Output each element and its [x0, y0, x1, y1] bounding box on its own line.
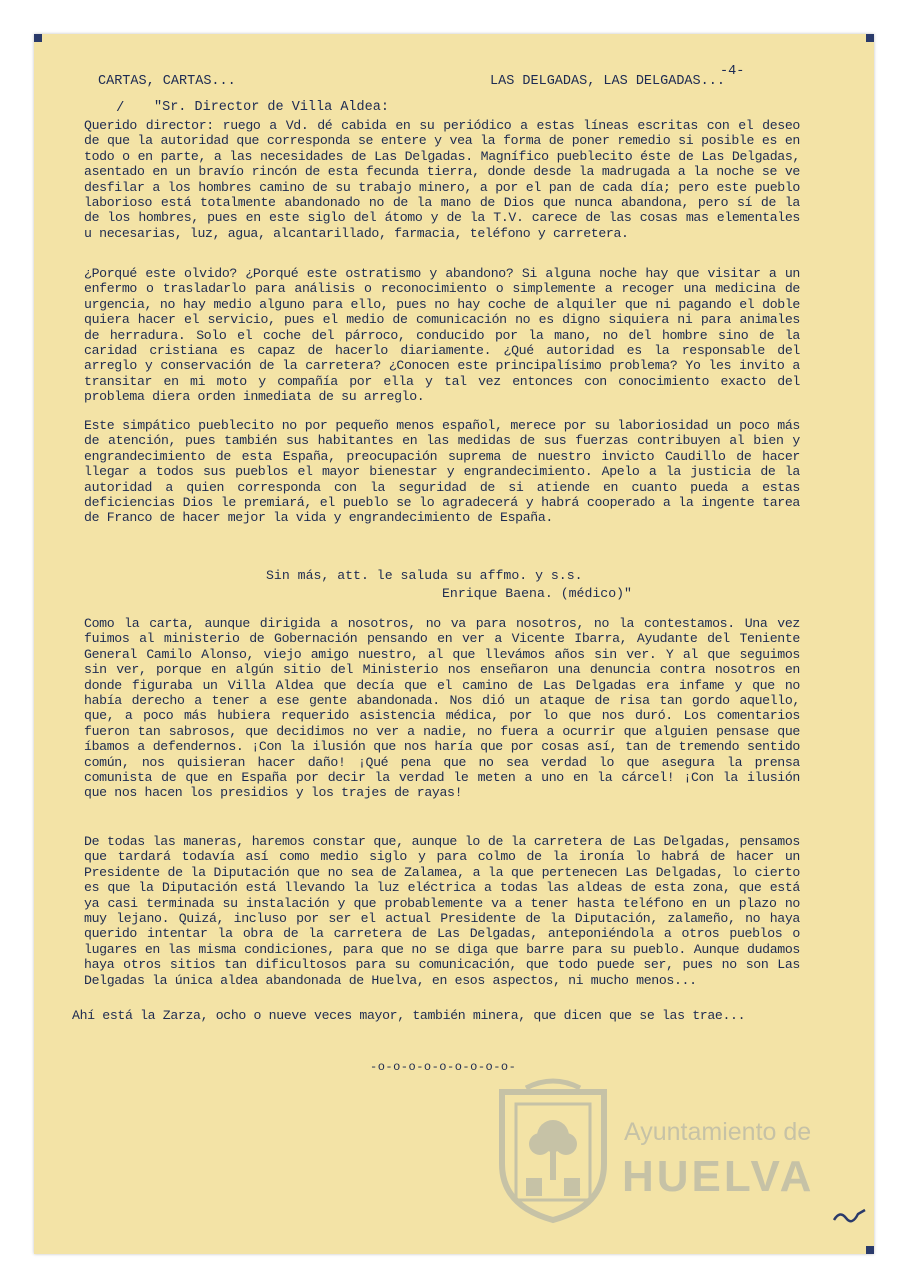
- commentary-paragraph: Ahí está la Zarza, ocho o nueve veces mayor, también minera, que dicen que se las trae...: [72, 1008, 746, 1023]
- huelva-shield-icon: [488, 1074, 618, 1224]
- header-right: LAS DELGADAS, LAS DELGADAS...: [490, 74, 725, 89]
- letter-signature: Enrique Baena. (médico)": [442, 586, 632, 601]
- commentary-paragraph: De todas las maneras, haremos constar que, aunque lo de la carretera de Las Delgadas, pensamos que tardará todavía así como medio siglo y para colmo de la ironía lo habrá de hacer un Presidente de la Diputación que no sea de Zalamea, a la que pertenecen Las Delgadas, lo cierto es que la Diputación está llevando la luz eléctrica a todas las aldeas de esta zona, que está ya casi terminada su instalación y que probablemente va a tener hasta teléfono en un plazo no muy lejano. Quizá, incluso por ser el actual Presidente de la Diputación, zalameño, no haya querido intentar la obra de la carretera de Las Delgadas, anteponiéndola a otros pueblos o lugares en las misma condiciones, para que no se diga que barre para su pueblo. Aunque dudamos haya otros sitios tan dificultosos para su comunicación, que todo puede ser, pues no son Las Delgadas la única aldea abandonada de Huelva, en esos aspectos, ni mucho menos...: [84, 834, 800, 988]
- document-page: [34, 34, 874, 1254]
- watermark-line2: HUELVA: [622, 1152, 815, 1201]
- letter-salutation: "Sr. Director de Villa Aldea:: [154, 100, 389, 115]
- watermark-line1: Ayuntamiento de: [624, 1118, 812, 1146]
- page-number: -4-: [720, 64, 745, 79]
- page-corner-mark: [34, 34, 42, 42]
- page-corner-mark: [866, 1246, 874, 1254]
- pen-mark: /: [116, 100, 125, 116]
- page-corner-mark: [866, 34, 874, 42]
- archive-watermark: [488, 1074, 868, 1224]
- letter-paragraph: Querido director: ruego a Vd. dé cabida en su periódico a estas líneas escritas con el deseo de que la autoridad que corresponda se entere y vea la forma de poner remedio si posible es en todo o en parte, a las necesidades de Las Delgadas. Magnífico pueblecito éste de Las Delgadas, asentado en un bravío rincón de esta fecunda tierra, donde desde la madrugada a la noche se ve desfilar a los hombres camino de su trabajo minero, a por el pan de cada día; pero este pueblo laborioso está totalmente abandonado no de la mano de Dios que nunca abandona, pero sí de la de los hombres, pues en este siglo del átomo y de la T.V. carece de las cosas mas elementales u necesarias, luz, agua, alcantarillado, farmacia, teléfono y carretera.: [84, 118, 800, 241]
- header-left: CARTAS, CARTAS...: [98, 74, 236, 89]
- letter-paragraph: Este simpático pueblecito no por pequeño menos español, merece por su laboriosidad un poco más de atención, pues también sus habitantes en las medidas de sus fuerzas contribuyen al bien y engrandecimiento de esta España, preocupación suprema de nuestro invicto Caudillo de hacer llegar a todos sus pueblos el mayor bienestar y engrandecimiento. Apelo a la justicia de la autoridad a quien corresponda con la seguridad de si atiende en cuanto pueda a estas deficiencias Dios le premiará, el pueblo se lo agradecerá y habrá cooperado a la ingente tarea de Franco de hacer mejor la vida y engrandecimiento de España.: [84, 418, 800, 526]
- commentary-paragraph: Como la carta, aunque dirigida a nosotros, no va para nosotros, no la contestamos. Una vez fuimos al ministerio de Gobernación pensando en ver a Vicente Ibarra, Ayudante del Teniente General Camilo Alonso, viejo amigo nuestro, al que llevámos años sin ver. Y al que seguimos sin ver, porque en algún sitio del Ministerio nos enseñaron una denuncia contra nosotros en donde figuraba un Villa Aldea que decía que el camino de Las Delgadas era infame y que no había derecho a tener a ese gente abandonada. Nos dió un ataque de risa tan gordo aquello, que, a poco más hubiera requerido asistencia médica, por lo que nos duró. Los comentarios fueron tan sabrosos, que decidimos no ver a nadie, no fuera a ocurrir que alguien pensase que íbamos a defendernos. ¡Con la ilusión que nos haría que por cosas así, tan de tremendo sentido común, nos quisieran hacer daño! ¡Qué pena que no sea verdad lo que asegura la prensa comunista de que en España por decir la verdad le meten a uno en la cárcel! ¡Con la ilusión que nos hacen los presidios y los trajes de rayas!: [84, 616, 800, 801]
- letter-closing: Sin más, att. le saluda su affmo. y s.s.: [266, 568, 583, 583]
- section-divider: -o-o-o-o-o-o-o-o-o-: [370, 1060, 517, 1074]
- letter-paragraph: ¿Porqué este olvido? ¿Porqué este ostratismo y abandono? Si alguna noche hay que visitar a un enfermo o trasladarlo para análisis o reconocimiento o simplemente a recoger una medicina de urgencia, no hay medio alguno para ello, pues no hay coche de alquiler que ni pagando el doble quiera hacer el servicio, pues el medio de comunicación no es digno siquiera ni para animales de herradura. Solo el coche del párroco, conducido por la mano, no del hombre sino de la caridad cristiana es capaz de hacerlo diariamente. ¿Qué autoridad es la responsable del arreglo y conservación de la carretera? ¿Conocen este principalísimo problema? Yo les invito a transitar en mi moto y compañía por ella y tal vez entonces con conocimiento exacto del problema diera orden inmediata de su arreglo.: [84, 266, 800, 405]
- ink-scribble-icon: [832, 1206, 868, 1226]
